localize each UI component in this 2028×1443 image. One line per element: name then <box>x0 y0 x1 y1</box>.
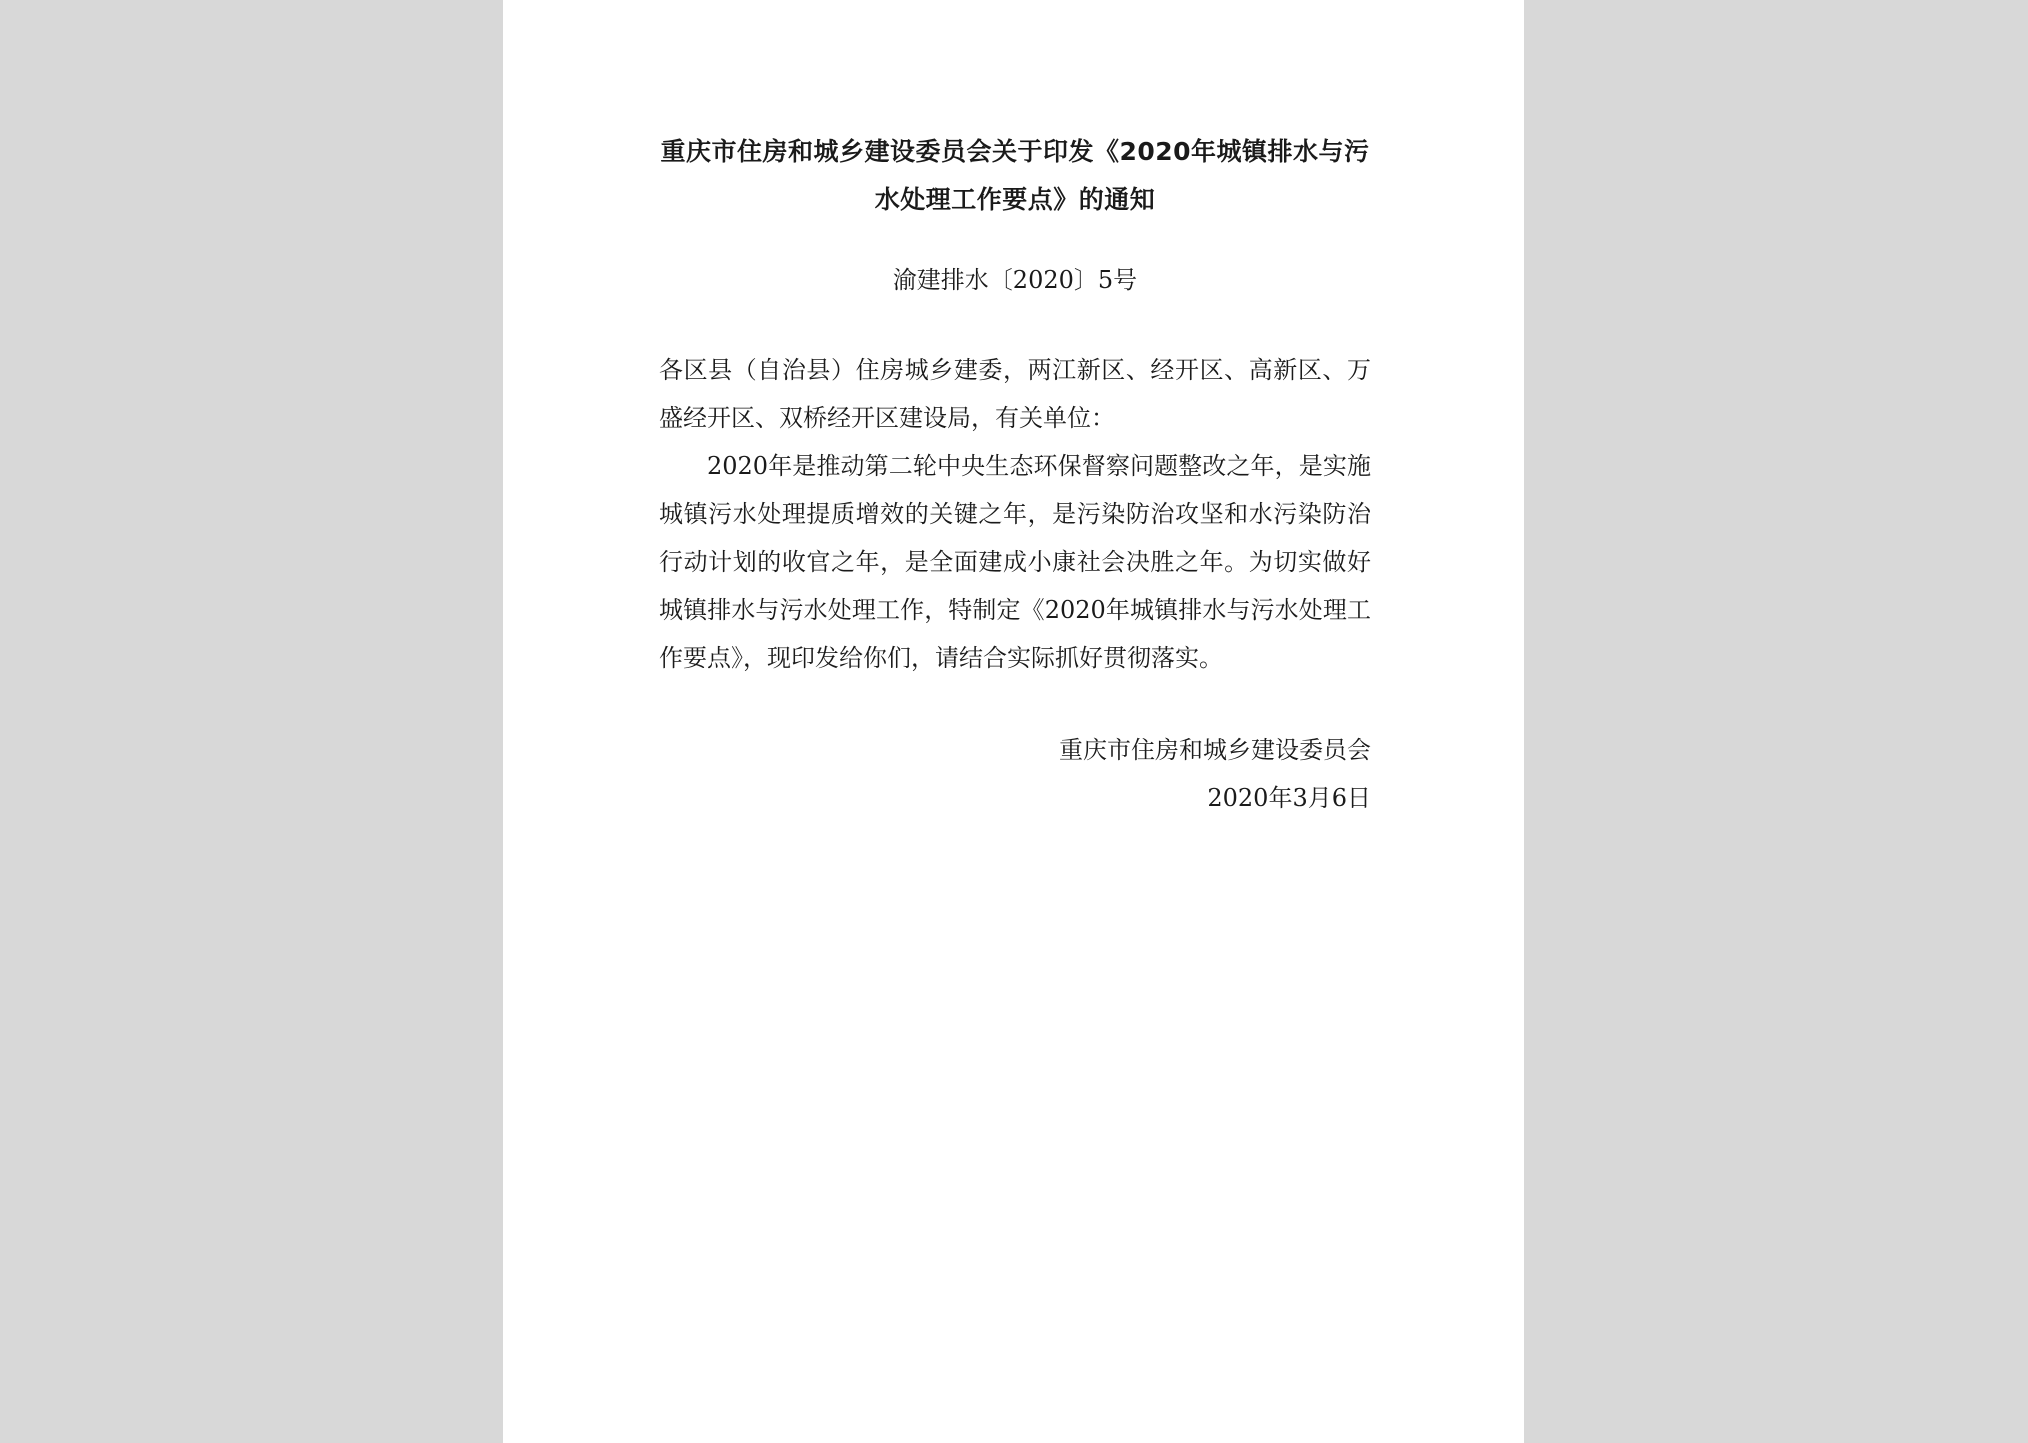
body-paragraph: 2020年是推动第二轮中央生态环保督察问题整改之年，是实施城镇污水处理提质增效的关键之年，是污染防治攻坚和水污染防治行动计划的收官之年，是全面建成小康社会决胜之年。为切实做好城镇排水与污水处理工作，特制定《2020年城镇排水与污水处理工作要点》，现印发给你们，请结合实际抓好贯彻落实。 <box>659 452 1371 672</box>
addressee: 各区县（自治县）住房城乡建委，两江新区、经开区、高新区、万盛经开区、双桥经开区建设局，有关单位： <box>659 356 1371 432</box>
document-date: 2020年3月6日 <box>1207 784 1371 812</box>
signature: 重庆市住房和城乡建设委员会 <box>1059 736 1371 764</box>
document-title: 重庆市住房和城乡建设委员会关于印发《2020年城镇排水与污水处理工作要点》的通知 <box>660 137 1370 214</box>
document-number: 渝建排水〔2020〕5号 <box>892 266 1138 294</box>
document-page <box>503 0 1524 1443</box>
document-content <box>659 128 1371 822</box>
